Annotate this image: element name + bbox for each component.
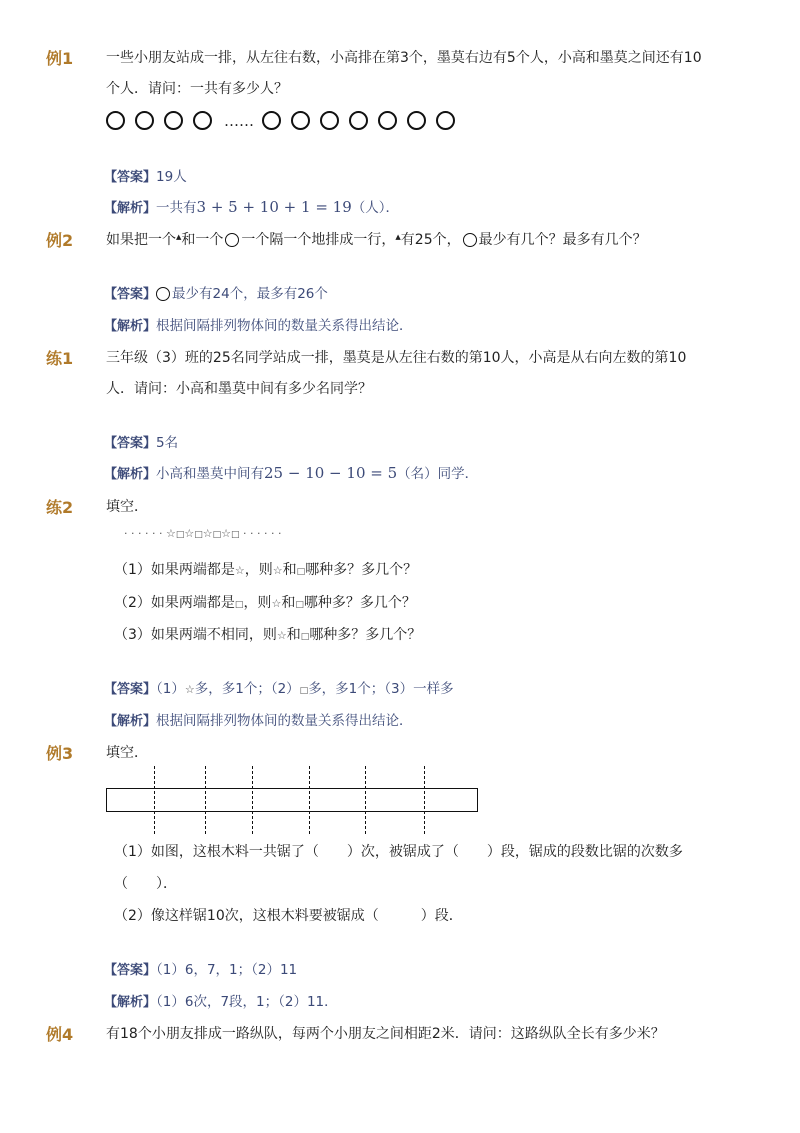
- practice-1-analysis: [104, 462, 478, 482]
- question-text: 最少有几个？最多有几个？: [478, 232, 647, 248]
- circle-icon: [225, 233, 239, 247]
- question-text: （2）如果两端都是: [114, 595, 235, 611]
- cut-line: [424, 766, 425, 834]
- circle-icon: [291, 111, 310, 130]
- answer-text: （1）6，7，1；（2）11: [156, 962, 298, 978]
- circle-icon: [193, 111, 212, 130]
- example-3-analysis: [104, 990, 338, 1010]
- analysis-text: 小高和墨莫中间有: [156, 466, 265, 482]
- square-icon: □: [295, 600, 304, 610]
- circle-icon: [320, 111, 339, 130]
- star-square-pattern: [124, 527, 282, 540]
- question-text: 和: [286, 627, 301, 643]
- analysis-tag: 【解析】: [104, 319, 157, 334]
- square-icon: □: [212, 530, 222, 540]
- ellipsis-text: ……: [224, 111, 254, 130]
- question-text: ，则: [244, 562, 273, 578]
- question-text: 和一个: [181, 232, 224, 248]
- star-icon: ☆: [202, 527, 213, 540]
- answer-tag: 【答案】: [104, 436, 157, 451]
- analysis-suffix: （名）同学．: [397, 466, 479, 482]
- answer-tag: 【答案】: [104, 682, 157, 697]
- example-2-analysis: [104, 314, 413, 334]
- triangle-icon: ▲: [176, 233, 182, 241]
- example-1-label: 例1: [46, 49, 74, 68]
- example-4-label: 例4: [46, 1025, 74, 1044]
- example-3-sub-question-1-line-1: （1）如图，这根木料一共锯了（ ）次，被锯成了（ ）段，锯成的段数比锯的次数多: [114, 844, 683, 860]
- analysis-tag: 【解析】: [104, 201, 157, 216]
- answer-text: 5名: [156, 435, 179, 451]
- square-icon: □: [299, 686, 309, 696]
- answer-text: （1）: [156, 681, 185, 697]
- dots-text: · · · · · ·: [124, 527, 163, 540]
- circle-icon: [436, 111, 455, 130]
- practice-2-sub-question-3: [114, 624, 421, 644]
- example-3-answer: [104, 958, 297, 978]
- question-text: 有25个，: [400, 232, 461, 248]
- practice-1-label: 练1: [46, 349, 74, 368]
- star-icon: ☆: [272, 564, 283, 577]
- star-icon: ☆: [234, 564, 245, 577]
- practice-1-answer: [104, 431, 178, 451]
- circle-icon: [164, 111, 183, 130]
- analysis-text: 根据间隔排列物体间的数量关系得出结论．: [156, 713, 413, 729]
- example-1-question-line-1: 一些小朋友站成一排，从左往右数，小高排在第3个，墨莫右边有5个人，小高和墨莫之间还有10: [106, 50, 702, 66]
- cut-line: [309, 766, 310, 834]
- square-icon: □: [234, 600, 244, 610]
- question-text: ，则: [243, 595, 272, 611]
- circle-icon: [106, 111, 125, 130]
- circle-icon: [135, 111, 154, 130]
- analysis-tag: 【解析】: [104, 467, 157, 482]
- example-2-answer: [104, 282, 328, 302]
- analysis-tag: 【解析】: [104, 714, 157, 729]
- answer-text: 19人: [156, 169, 187, 185]
- triangle-icon: ▲: [395, 233, 401, 241]
- example-1-analysis: [104, 196, 399, 216]
- example-4-question: 有18个小朋友排成一路纵队，每两个小朋友之间相距2米．请问：这路纵队全长有多少米？: [106, 1026, 665, 1042]
- analysis-text: 一共有: [156, 200, 197, 216]
- star-icon: ☆: [276, 629, 287, 642]
- circle-icon: [407, 111, 426, 130]
- answer-text: 多，多1个；（3）一样多: [308, 681, 454, 697]
- square-icon: □: [296, 567, 306, 577]
- question-text: 哪种多？多几个？: [305, 562, 418, 578]
- star-icon: ☆: [271, 597, 282, 610]
- analysis-formula: 3 + 5 + 10 + 1 = 19: [196, 198, 352, 216]
- example-2-label: 例2: [46, 231, 74, 250]
- question-text: 一个隔一个地排成一行，: [241, 232, 396, 248]
- practice-2-title: 填空．: [106, 499, 148, 515]
- practice-2-answer: [104, 677, 454, 697]
- practice-2-analysis: [104, 709, 413, 729]
- star-icon: ☆: [184, 683, 195, 696]
- analysis-tag: 【解析】: [104, 995, 157, 1010]
- analysis-text: 根据间隔排列物体间的数量关系得出结论．: [156, 318, 413, 334]
- example-3-title: 填空．: [106, 745, 148, 761]
- square-icon: □: [194, 530, 203, 540]
- example-1-question-line-2: 个人．请问：一共有多少人？: [106, 81, 288, 97]
- cut-line: [252, 766, 253, 834]
- example-1-answer: [104, 165, 187, 185]
- answer-tag: 【答案】: [104, 170, 157, 185]
- example-3-label: 例3: [46, 744, 74, 763]
- practice-1-question-line-1: 三年级（3）班的25名同学站成一排，墨莫是从左往右数的第10人，小高是从右向左数的第10: [106, 350, 687, 366]
- star-icon: ☆: [165, 527, 176, 540]
- cut-line: [365, 766, 366, 834]
- question-text: （1）如果两端都是: [114, 562, 235, 578]
- answer-text: 多，多1个；（2）: [194, 681, 300, 697]
- circle-icon: [156, 287, 170, 301]
- analysis-text: （1）6次，7段，1；（2）11．: [156, 994, 338, 1010]
- answer-tag: 【答案】: [104, 963, 157, 978]
- question-text: 和: [282, 562, 297, 578]
- cut-line: [205, 766, 206, 834]
- answer-text: 最少有24个，最多有26个: [172, 286, 328, 302]
- practice-2-label: 练2: [46, 498, 74, 517]
- question-text: 如果把一个: [106, 232, 176, 248]
- question-text: （3）如果两端不相同，则: [114, 627, 277, 643]
- dots-text: · · · · · ·: [243, 527, 282, 540]
- wood-log-diagram: [106, 788, 478, 812]
- star-icon: ☆: [221, 527, 232, 540]
- circle-icon: [262, 111, 281, 130]
- answer-tag: 【答案】: [104, 287, 157, 302]
- analysis-formula: 25 − 10 − 10 = 5: [264, 464, 398, 482]
- question-text: 和: [281, 595, 296, 611]
- star-icon: ☆: [184, 527, 195, 540]
- practice-2-sub-question-1: [114, 559, 417, 579]
- example-2-question: [106, 229, 647, 249]
- cut-line: [154, 766, 155, 834]
- circle-row-diagram: [106, 110, 465, 130]
- practice-1-question-line-2: 人．请问：小高和墨莫中间有多少名同学？: [106, 381, 372, 397]
- example-3-sub-question-1-line-2: （ ）．: [114, 876, 177, 892]
- circle-icon: [349, 111, 368, 130]
- square-icon: □: [300, 632, 310, 642]
- square-icon: □: [175, 530, 185, 540]
- square-icon: □: [231, 530, 240, 540]
- question-text: 哪种多？多几个？: [303, 595, 416, 611]
- practice-2-sub-question-2: [114, 592, 416, 612]
- analysis-suffix: （人）．: [351, 200, 399, 216]
- circle-icon: [463, 233, 477, 247]
- circle-icon: [378, 111, 397, 130]
- example-3-sub-question-2: （2）像这样锯10次，这根木料要被锯成（ ）段．: [114, 908, 463, 924]
- question-text: 哪种多？多几个？: [309, 627, 422, 643]
